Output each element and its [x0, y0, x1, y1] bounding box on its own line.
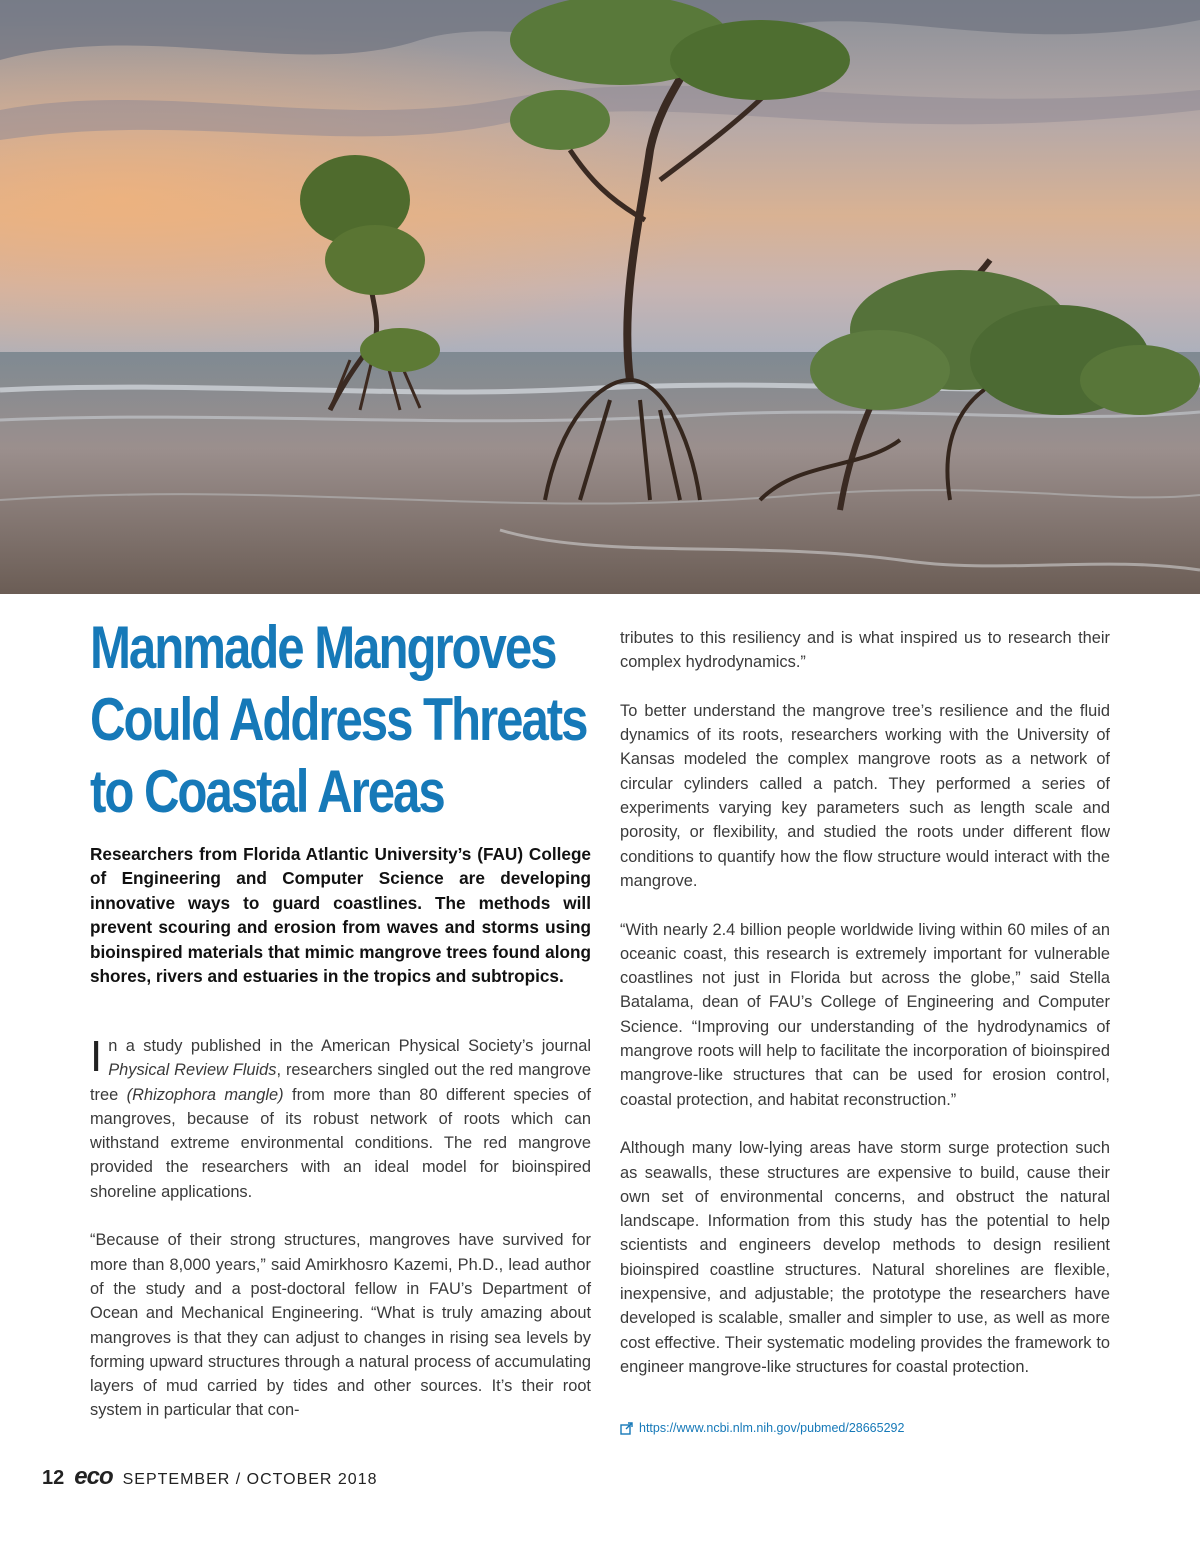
magazine-logo: eco — [74, 1463, 113, 1490]
body-paragraph: To better understand the mangrove tree’s resilience and the fluid dynamics of its roots, researchers working with the University of Kansas modeled the complex mangrove roots as a network of circular cylinders called a patch. They performed a series of experiments varying key parameters such as length scale and porosity, or flexibility, and studied the roots under different flow conditions to quantify how the flow structure would interact with the mangrove. — [620, 701, 1110, 890]
body-paragraph: “Because of their strong structures, mangroves have survived for more than 8,000 years,” said Amirkhosro Kazemi, Ph.D., lead author of the study and a post-doctoral fellow in FAU’s Department of Ocean and Mechanical Engineering. “What is truly amazing about mangroves is that they can adjust to changes in rising sea levels by forming upward structures through a natural process of accumulating layers of mud carried by tides and other sources. It’s their root system in particular that con- — [90, 1231, 591, 1420]
source-link[interactable]: https://www.ncbi.nlm.nih.gov/pubmed/28665292 — [639, 1421, 905, 1435]
species-name: (Rhizophora mangle) — [126, 1085, 284, 1104]
body-text: n a study published in the American Physical Society’s journal — [108, 1037, 591, 1055]
body-paragraph-continued: tributes to this resiliency and is what inspired us to research their complex hydrodynamics.” — [620, 629, 1110, 672]
drop-cap: I — [90, 1032, 103, 1081]
body-paragraph: Although many low-lying areas have storm surge protection such as seawalls, these structures are expensive to build, cause their own set of environmental concerns, and obstruct the natural landscape. Information from this study has the potential to help scientists and engineers develop methods to design resilient bioinspired coastline structures. Natural shorelines are flexible, inexpensive, and adjustable; the prototype the researchers have developed is scalable, smaller and simpler to use, as well as more cost effective. Their systematic modeling provides the framework to engineer mangrove-like structures for coastal protection. — [620, 1139, 1110, 1376]
body-text: from more than 80 different species of mangroves, because of its robust network of roots which can withstand extreme environmental conditions. The red mangrove provided the researchers with an ideal model for bioinspired shoreline applications. — [90, 1085, 591, 1201]
body-paragraph — [90, 1034, 591, 1204]
body-paragraph: “With nearly 2.4 billion people worldwide living within 60 miles of an oceanic coast, this research is extremely important for vulnerable coastlines not just in Florida but across the globe,” said Stella Batalama, dean of FAU’s College of Engineering and Computer Science. “Improving our understanding of the hydrodynamics of mangrove roots will help to facilitate the incorporation of bioinspired mangrove-like structures that can be used for erosion control, coastal protection, and habitat reconstruction.” — [620, 920, 1110, 1109]
source-link-row[interactable] — [620, 1421, 904, 1435]
external-link-icon — [620, 1422, 633, 1435]
article-lede: Researchers from Florida Atlantic University’s (FAU) College of Engineering and Computer Science are developing innovative ways to guard coastlines. The methods will prevent scouring and erosion from waves and storms using bioinspired materials that mimic mangrove trees found along shores, rivers and estuaries in the tropics and subtropics. — [90, 844, 591, 987]
hero-photo — [0, 0, 1200, 594]
issue-date: SEPTEMBER / OCTOBER 2018 — [122, 1471, 378, 1488]
body-column-left — [90, 1034, 591, 1447]
article-title — [90, 612, 590, 828]
title-line: Could Address Threats — [90, 686, 587, 753]
body-column-right — [620, 626, 1110, 1404]
title-line: to Coastal Areas — [90, 758, 444, 825]
body-text: , researchers singled out the red mangrove tree — [90, 1061, 591, 1104]
page-number: 12 — [42, 1467, 65, 1489]
title-line: Manmade Mangroves — [90, 614, 556, 681]
journal-name: Physical Review Fluids — [108, 1061, 277, 1080]
page-footer — [42, 1463, 378, 1491]
